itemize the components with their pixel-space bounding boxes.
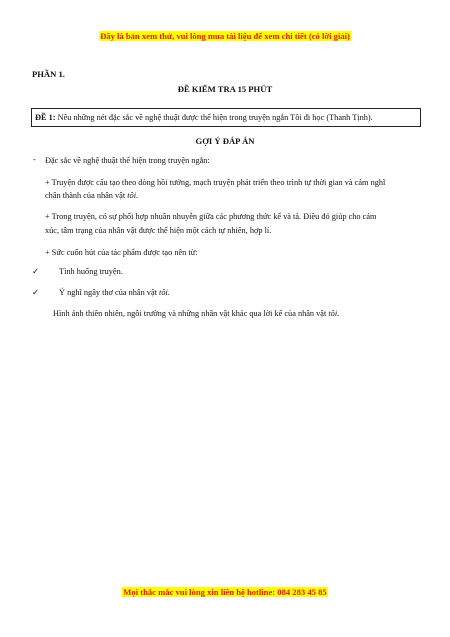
answer-point-2-line-2: xúc, tâm trạng của nhân vật được thể hiện một cách tự nhiên, hợp lí. [45,226,272,235]
question-text: Nêu những nét đặc sắc về nghệ thuật được thể hiện trong truyện ngắn Tôi đi học (Thanh Tịnh). [55,113,373,122]
part-heading: PHẦN 1. [32,69,65,79]
answer-point-2-line-1: + Trong truyện, có sự phối hợp nhuần nhuyễn giữa các phương thức kể và tả. Điều đó giúp cho cảm [45,212,377,221]
check-item-1: Tình huống truyện. [59,267,123,276]
preview-notice-text: Đây là bản xem thử, vui lòng mua tài liệu để xem chi tiết (có lời giải) [100,31,350,41]
answer-closing-line: Hình ảnh thiên nhiên, ngôi trường và những nhân vật khác qua lời kể của nhân vật tôi. [53,309,340,318]
answer-point-3: + Sức cuốn hút của tác phẩm được tạo nên từ: [45,248,198,257]
dash-bullet: - [33,155,36,164]
preview-notice-banner [0,31,450,42]
question-label: ĐỀ 1: [35,113,56,122]
answer-point-1-line-2: chân thành của nhân vật tôi. [45,191,139,200]
answer-intro: Đặc sắc về nghệ thuật thể hiện trong truyện ngắn: [45,156,210,165]
check-icon: ✓ [32,288,39,297]
hotline-text: Mọi thắc mắc vui lòng xin liên hệ hotline: 084 283 45 85 [123,587,327,597]
check-item-2: Ý nghĩ ngây thơ của nhân vật tôi. [59,288,170,297]
answer-title: GỢI Ý ĐÁP ÁN [195,136,255,146]
check-icon: ✓ [32,267,39,276]
answer-point-1-line-1: + Truyện được cấu tạo theo dòng hồi tưởng, mạch truyện phát triển theo trình tự thời gian và cảm nghĩ [45,178,386,187]
question-box [31,108,421,127]
hotline-banner [0,587,450,598]
test-title: ĐỀ KIỂM TRA 15 PHÚT [177,84,273,94]
